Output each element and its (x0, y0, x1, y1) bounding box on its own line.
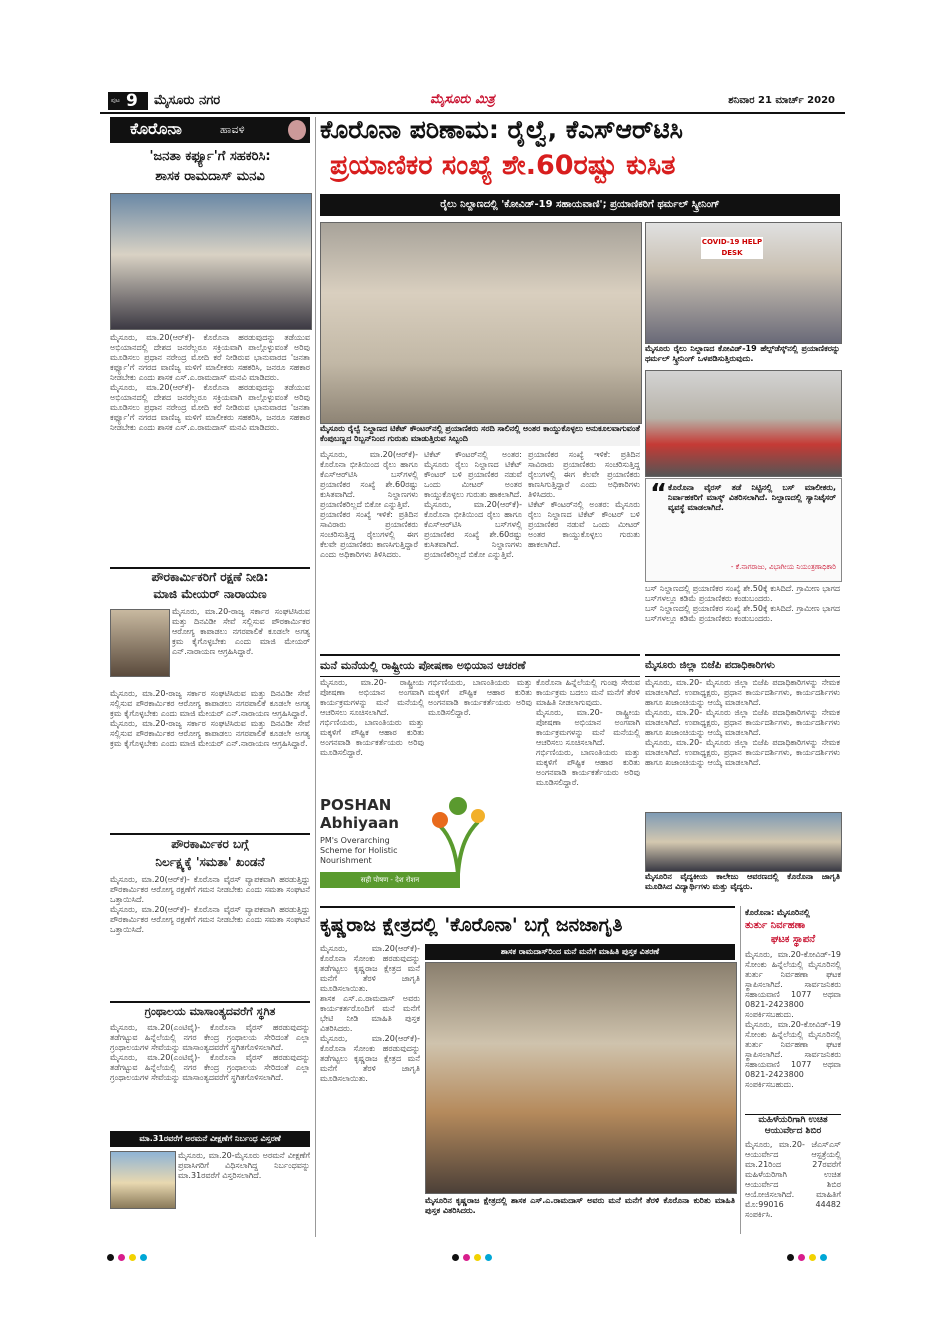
page-number-box (108, 92, 148, 110)
poshan-logo-tag1: PM's Overarching (320, 836, 390, 845)
poshan-logo-tag2: Scheme for Holistic (320, 846, 398, 855)
story2-body-cont: ಮೈಸೂರು, ಮಾ.20-ರಾಜ್ಯ ಸರ್ಕಾರ ಸಂಘಟಿಸಿರುವ ಮತ್ತು ದಿನವಿಡೀ ಸೇವೆ ಸಲ್ಲಿಸುವ ಪೌರಕಾರ್ಮಿಕರ ಆರೋಗ್ಯ ಕಾಪಾಡಲು ನಗರಪಾಲಿಕೆ ಕೂಡಲೇ ಅಗತ್ಯ ಕ್ರಮ ಕೈಗೊಳ್ಳಬೇಕು ಎಂದು ಮಾಜಿ ಮೇಯರ್ ಎನ್.ನಾರಾಯಣ ಆಗ್ರಹಿಸಿದ್ದಾರೆ. ಮೈಸೂರು, ಮಾ.20-ರಾಜ್ಯ ಸರ್ಕಾರ ಸಂಘಟಿಸಿರುವ ಮತ್ತು ದಿನವಿಡೀ ಸೇವೆ ಸಲ್ಲಿಸುವ ಪೌರಕಾರ್ಮಿಕರ ಆರೋಗ್ಯ ಕಾಪಾಡಲು ನಗರಪಾಲಿಕೆ ಕೂಡಲೇ ಅಗತ್ಯ ಕ್ರಮ ಕೈಗೊಳ್ಳಬೇಕು ಎಂದು ಮಾಜಿ ಮೇಯರ್ ಎನ್.ನಾರಾಯಣ ಆಗ್ರಹಿಸಿದ್ದಾರೆ. (110, 689, 310, 748)
print-registration-dots (105, 1246, 845, 1256)
bjp-headline: ಮೈಸೂರು ಜಿಲ್ಲಾ ಬಿಜೆಪಿ ಪದಾಧಿಕಾರಿಗಳು (645, 654, 840, 677)
ayurveda-headline-2: ಆಯುರ್ವೇದ ಶಿಬಿರ (764, 1126, 822, 1136)
lead-headline-1: ಕೊರೊನಾ ಪರಿಣಾಮ: ರೈಲ್ವೆ, ಕೆಎಸ್‌ಆರ್‌ಟಿಸಿ (320, 115, 683, 144)
poshan-logo-title: POSHAN (320, 796, 392, 814)
paper-name: ಮೈಸೂರು ಮಿತ್ರ (430, 92, 495, 107)
story2-headline-line2: ಮಾಜಿ ಮೇಯರ್ ನಾರಾಯಣ (153, 587, 267, 601)
story4-headline: ಗ್ರಂಥಾಲಯ ಮಾಸಾಂತ್ಯದವರೆಗೆ ಸ್ಥಗಿತ (110, 1001, 310, 1021)
story3-headline-line2: ನಿರ್ಲಕ್ಷ್ಯಕ್ಕೆ 'ಸಮತಾ' ಖಂಡನೆ (155, 855, 265, 869)
bjp-body: ಮೈಸೂರು, ಮಾ.20- ಮೈಸೂರು ಜಿಲ್ಲಾ ಬಿಜೆಪಿ ಪದಾಧಿಕಾರಿಗಳನ್ನು ನೇಮಕ ಮಾಡಲಾಗಿದೆ. ಉಪಾಧ್ಯಕ್ಷರು, ಪ್ರಧಾನ ಕಾರ್ಯದರ್ಶಿಗಳು, ಕಾರ್ಯದರ್ಶಿಗಳು ಹಾಗೂ ಖಜಾಂಚಿಯನ್ನು ಆಯ್ಕೆ ಮಾಡಲಾಗಿದೆ. ಮೈಸೂರು, ಮಾ.20- ಮೈಸೂರು ಜಿಲ್ಲಾ ಬಿಜೆಪಿ ಪದಾಧಿಕಾರಿಗಳನ್ನು ನೇಮಕ ಮಾಡಲಾಗಿದೆ. ಉಪಾಧ್ಯಕ್ಷರು, ಪ್ರಧಾನ ಕಾರ್ಯದರ್ಶಿಗಳು, ಕಾರ್ಯದರ್ಶಿಗಳು ಹಾಗೂ ಖಜಾಂಚಿಯನ್ನು ಆಯ್ಕೆ ಮಾಡಲಾಗಿದೆ. ಮೈಸೂರು, ಮಾ.20- ಮೈಸೂರು ಜಿಲ್ಲಾ ಬಿಜೆಪಿ ಪದಾಧಿಕಾರಿಗಳನ್ನು ನೇಮಕ ಮಾಡಲಾಗಿದೆ. ಉಪಾಧ್ಯಕ್ಷರು, ಪ್ರಧಾನ ಕಾರ್ಯದರ್ಶಿಗಳು, ಕಾರ್ಯದರ್ಶಿಗಳು ಹಾಗೂ ಖಜಾಂಚಿಯನ್ನು ಆಯ್ಕೆ ಮಾಡಲಾಗಿದೆ. (645, 678, 840, 767)
virus-icon (288, 120, 306, 140)
story2-body: ಮೈಸೂರು, ಮಾ.20-ರಾಜ್ಯ ಸರ್ಕಾರ ಸಂಘಟಿಸಿರುವ ಮತ್ತು ದಿನವಿಡೀ ಸೇವೆ ಸಲ್ಲಿಸುವ ಪೌರಕಾರ್ಮಿಕರ ಆರೋಗ್ಯ ಕಾಪಾಡಲು ನಗರಪಾಲಿಕೆ ಕೂಡಲೇ ಅಗತ್ಯ ಕ್ರಮ ಕೈಗೊಳ್ಳಬೇಕು ಎಂದು ಮಾಜಿ ಮೇಯರ್ ಎನ್.ನಾರಾಯಣ ಆಗ್ರಹಿಸಿದ್ದಾರೆ. (172, 607, 310, 656)
ayurveda-headline-1: ಮಹಿಳೆಯರಿಗಾಗಿ ಉಚಿತ (745, 1114, 841, 1125)
issue-date: ಶನಿವಾರ 21 ಮಾರ್ಚ್ 2020 (728, 95, 835, 106)
emergency-body: ಮೈಸೂರು, ಮಾ.20-ಕೋವಿಡ್-19 ಸೋಂಕು ಹಿನ್ನೆಲೆಯಲ್ಲಿ ಮೈಸೂರಿನಲ್ಲಿ ತುರ್ತು ನಿರ್ವಹಣಾ ಘಟಕ ಸ್ಥಾಪಿಸಲಾಗಿದೆ. ಸಾರ್ವಜನಿಕರು ಸಹಾಯವಾಣಿ 1077 ಅಥವಾ 0821-2423800 ಸಂಪರ್ಕಿಸಬಹುದು. ಮೈಸೂರು, ಮಾ.20-ಕೋವಿಡ್-19 ಸೋಂಕು ಹಿನ್ನೆಲೆಯಲ್ಲಿ ಮೈಸೂರಿನಲ್ಲಿ ತುರ್ತು ನಿರ್ವಹಣಾ ಘಟಕ ಸ್ಥಾಪಿಸಲಾಗಿದೆ. ಸಾರ್ವಜನಿಕರು ಸಹಾಯವಾಣಿ 1077 ಅಥವಾ 0821-2423800 ಸಂಪರ್ಕಿಸಬಹುದು. (745, 950, 841, 1089)
lead-subhead: ರೈಲು ನಿಲ್ದಾಣದಲ್ಲಿ 'ಕೋವಿಡ್-19 ಸಹಾಯವಾಣಿ'; ಪ್ರಯಾಣಿಕರಿಗೆ ಥರ್ಮಲ್ ಸ್ಕ್ರೀನಿಂಗ್ (320, 194, 840, 216)
section-title: ಮೈಸೂರು ನಗರ (154, 93, 221, 108)
poshan-logo-hindi: सही पोषण - देश रोशन (320, 872, 460, 888)
story1-headline-line2: ಶಾಸಕ ರಾಮದಾಸ್ ಮನವಿ (155, 169, 265, 184)
reg-dots-left (105, 1246, 149, 1265)
kr-photo (425, 962, 737, 1194)
story5-headline: ಮಾ.31ರವರೆಗೆ ಅರಮನೆ ವೀಕ್ಷಣೆಗೆ ನಿರ್ಬಂಧ ವಿಸ್ತರಣೆ (110, 1131, 310, 1147)
masthead (100, 90, 845, 114)
badge-title: ಕೊರೊನಾ (130, 119, 182, 138)
kr-photo-caption: ಮೈಸೂರಿನ ಕೃಷ್ಣರಾಜ ಕ್ಷೇತ್ರದಲ್ಲಿ ಶಾಸಕ ಎಸ್.ಎ.ರಾಮದಾಸ್ ಅವರು ಮನೆ ಮನೆಗೆ ತೆರಳಿ ಕೊರೊನಾ ಕುರಿತು ಮಾಹಿತಿ ಪುಸ್ತಕ ವಿತರಿಸಿದರು. (425, 1196, 735, 1215)
emergency-tag: ಕೊರೊನಾ: ಮೈಸೂರಿನಲ್ಲಿ (745, 908, 810, 917)
kr-headline: ಕೃಷ್ಣರಾಜ ಕ್ಷೇತ್ರದಲ್ಲಿ 'ಕೊರೊನಾ' ಬಗ್ಗೆ ಜನಜಾಗೃತಿ (320, 906, 735, 942)
story1-photo (110, 193, 312, 330)
bjp-photo-caption: ಮೈಸೂರಿನ ವೈದ್ಯಕೀಯ ಕಾಲೇಜು ಆವರಣದಲ್ಲಿ ಕೊರೊನಾ ಜಾಗೃತಿ ಮೂಡಿಸಿದ ವಿದ್ಯಾರ್ಥಿಗಳು ಮತ್ತು ವೈದ್ಯರು. (645, 872, 840, 891)
story1-headline-line1: 'ಜನತಾ ಕರ್ಫ್ಯೂ'ಗೆ ಸಹಕರಿಸಿ: (149, 149, 271, 164)
poshan-tree-icon (428, 796, 488, 874)
lead-photo-helpdesk (645, 222, 842, 344)
reg-dots-right (785, 1246, 829, 1265)
reg-dots-center (450, 1246, 494, 1265)
poshan-body-col3: ಕೊರೊನಾ ಹಿನ್ನೆಲೆಯಲ್ಲಿ ಗುಂಪು ಸೇರುವ ಕಾರ್ಯಕ್ರಮ ಬದಲು ಮನೆ ಮನೆಗೆ ತೆರಳಿ ಮಾಹಿತಿ ನೀಡಲಾಗುವುದು. ಮೈಸೂರು, ಮಾ.20- ರಾಷ್ಟ್ರೀಯ ಪೋಷಣಾ ಅಭಿಯಾನ ಅಂಗವಾಗಿ ಕಾರ್ಯಕ್ರಮಗಳನ್ನು ಮನೆ ಮನೆಯಲ್ಲಿ ಆಚರಿಸಲು ಸೂಚಿಸಲಾಗಿದೆ. ಗರ್ಭಿಣಿಯರು, ಬಾಣಂತಿಯರು ಮತ್ತು ಮಕ್ಕಳಿಗೆ ಪೌಷ್ಟಿಕ ಆಹಾರ ಕುರಿತು ಅಂಗನವಾಡಿ ಕಾರ್ಯಕರ್ತೆಯರು ಅರಿವು ಮೂಡಿಸಲಿದ್ದಾರೆ. (536, 678, 640, 787)
lead-quote-credit: - ಕೆ.ನಾಗರಾಜು, ವಿಭಾಗೀಯ ನಿಯಂತ್ರಣಾಧಿಕಾರಿ (730, 563, 836, 571)
poshan-logo (320, 796, 500, 900)
badge-subtitle: ಹಾವಳಿ (220, 123, 245, 136)
poshan-logo-subtitle: Abhiyaan (320, 814, 399, 832)
poshan-logo-tag3: Nourishment (320, 856, 372, 865)
lead-body-col4: ಬಸ್ ನಿಲ್ದಾಣದಲ್ಲಿ ಪ್ರಯಾಣಿಕರ ಸಂಖ್ಯೆ ಶೇ.50ಕ್ಕೆ ಕುಸಿದಿದೆ. ಗ್ರಾಮೀಣ ಭಾಗದ ಬಸ್‌ಗಳಲ್ಲೂ ಕಡಿಮೆ ಪ್ರಯಾಣಿಕರು ಕಂಡುಬಂದರು. ಬಸ್ ನಿಲ್ದಾಣದಲ್ಲಿ ಪ್ರಯಾಣಿಕರ ಸಂಖ್ಯೆ ಶೇ.50ಕ್ಕೆ ಕುಸಿದಿದೆ. ಗ್ರಾಮೀಣ ಭಾಗದ ಬಸ್‌ಗಳಲ್ಲೂ ಕಡಿಮೆ ಪ್ರಯಾಣಿಕರು ಕಂಡುಬಂದರು. (645, 584, 840, 623)
korona-badge (110, 117, 310, 143)
page-label: ಪುಟ (111, 97, 120, 104)
page-number: 9 (126, 91, 138, 111)
emergency-unit-box (740, 906, 841, 1234)
lead-headline-2: ಪ್ರಯಾಣಿಕರ ಸಂಖ್ಯೆ ಶೇ.60ರಷ್ಟು ಕುಸಿತ (330, 150, 676, 181)
emergency-headline-2: ಘಟಕ ಸ್ಥಾಪನೆ (770, 934, 816, 945)
lead-quote-box (645, 478, 842, 582)
emergency-headline-1: ತುರ್ತು ನಿರ್ವಹಣಾ (745, 920, 806, 931)
column-divider-left (315, 117, 316, 1237)
left-column (110, 117, 310, 1237)
lead-photo-ticket-counter (320, 222, 642, 424)
ayurveda-body: ಮೈಸೂರು, ಮಾ.20- ಜೆಎಸ್‌ಎಸ್ ಆಯುರ್ವೇದ ಆಸ್ಪತ್ರೆಯಲ್ಲಿ ಮಾ.21ರಿಂದ 27ರವರೆಗೆ ಮಹಿಳೆಯರಿಗಾಗಿ ಉಚಿತ ಆಯುರ್ವೇದ ಶಿಬಿರ ಆಯೋಜಿಸಲಾಗಿದೆ. ಮಾಹಿತಿಗೆ ಮೊ:99016 44482 ಸಂಪರ್ಕಿಸಿ. (745, 1140, 841, 1219)
lead-photo-bus-stand (645, 370, 842, 477)
kr-photo-label: ಶಾಸಕ ರಾಮದಾಸ್‌ರಿಂದ ಮನೆ ಮನೆಗೆ ಮಾಹಿತಿ ಪುಸ್ತಕ ವಿತರಣೆ (425, 944, 735, 960)
palace-photo (110, 1151, 176, 1209)
lead-photo1-caption: ಮೈಸೂರು ರೈಲ್ವೆ ನಿಲ್ದಾಣದ ಟಿಕೆಟ್ ಕೌಂಟರ್‌ನಲ್ಲಿ ಪ್ರಯಾಣಿಕರು ಸರದಿ ಸಾಲಿನಲ್ಲಿ ಅಂತರ ಕಾಯ್ದುಕೊಳ್ಳಲು ಅನುಕೂಲವಾಗುವಂತೆ ಕೆಂಪುಬಣ್ಣದ ರಿಬ್ಬನ್‌ನಿಂದ ಗುರುತು ಮಾಡುತ್ತಿರುವ ಸಿಬ್ಬಂದಿ (320, 424, 640, 446)
story2-headline (110, 567, 310, 605)
helpdesk-sign: COVID-19 HELP DESK (701, 238, 763, 257)
story5-body: ಮೈಸೂರು, ಮಾ.20-ಮೈಸೂರು ಅರಮನೆ ವೀಕ್ಷಣೆಗೆ ಪ್ರವಾಸಿಗರಿಗೆ ವಿಧಿಸಲಾಗಿದ್ದ ನಿರ್ಬಂಧವನ್ನು ಮಾ.31ರವರೆಗೆ ವಿಸ್ತರಿಸಲಾಗಿದೆ. (178, 1151, 310, 1180)
lead-quote-text: ಕೊರೊನಾ ವೈರಸ್ ತಡೆ ನಿಟ್ಟಿನಲ್ಲಿ ಬಸ್ ಮಾಲೀಕರು, ನಿರ್ವಾಹಕರಿಗೆ ಮಾಸ್ಕ್ ವಿತರಿಸಲಾಗಿದೆ. ನಿಲ್ದಾಣದಲ್ಲಿ ಸ್ಯಾನಿಟೈಸರ್ ವ್ಯವಸ್ಥೆ ಮಾಡಲಾಗಿದೆ. (668, 483, 836, 512)
lead-body-col3: ಪ್ರಯಾಣಿಕರ ಸಂಖ್ಯೆ ಇಳಿಕೆ: ಪ್ರತಿದಿನ ಸಾವಿರಾರು ಪ್ರಯಾಣಿಕರು ಸಂಚರಿಸುತ್ತಿದ್ದ ರೈಲುಗಳಲ್ಲಿ ಈಗ ಕೆಲವೇ ಪ್ರಯಾಣಿಕರು ಕಾಣಸಿಗುತ್ತಿದ್ದಾರೆ ಎಂದು ಅಧಿಕಾರಿಗಳು ತಿಳಿಸಿದರು. ಟಿಕೆಟ್ ಕೌಂಟರ್‌ನಲ್ಲಿ ಅಂತರ: ಮೈಸೂರು ರೈಲು ನಿಲ್ದಾಣದ ಟಿಕೆಟ್ ಕೌಂಟರ್ ಬಳಿ ಪ್ರಯಾಣಿಕರ ನಡುವೆ ಒಂದು ಮೀಟರ್ ಅಂತರ ಕಾಯ್ದುಕೊಳ್ಳಲು ಗುರುತು ಹಾಕಲಾಗಿದೆ. (528, 450, 640, 549)
story1-body: ಮೈಸೂರು, ಮಾ.20(ಆರ್‌ಕೆ)- ಕೊರೊನಾ ಹರಡುವುದನ್ನು ತಡೆಯುವ ಅಭಿಯಾನದಲ್ಲಿ ದೇಶದ ಜನರೆಲ್ಲರೂ ಸಕ್ರಿಯವಾಗಿ ಪಾಲ್ಗೊಳ್ಳುವಂತೆ ಅರಿವು ಮೂಡಿಸಲು ಪ್ರಧಾನ ನರೇಂದ್ರ ಮೋದಿ ಕರೆ ನೀಡಿರುವ ಭಾನುವಾರದ 'ಜನತಾ ಕರ್ಫ್ಯೂ'ಗೆ ನಗರದ ವಾಣಿಜ್ಯ ಮಳಿಗೆ ಮಾಲೀಕರು ಸಹಕರಿಸಿ, ಜನರೂ ಸಹಕಾರ ನೀಡಬೇಕು ಎಂದು ಶಾಸಕ ಎಸ್.ಎ.ರಾಮದಾಸ್ ಮನವಿ ಮಾಡಿದರು. ಮೈಸೂರು, ಮಾ.20(ಆರ್‌ಕೆ)- ಕೊರೊನಾ ಹರಡುವುದನ್ನು ತಡೆಯುವ ಅಭಿಯಾನದಲ್ಲಿ ದೇಶದ ಜನರೆಲ್ಲರೂ ಸಕ್ರಿಯವಾಗಿ ಪಾಲ್ಗೊಳ್ಳುವಂತೆ ಅರಿವು ಮೂಡಿಸಲು ಪ್ರಧಾನ ನರೇಂದ್ರ ಮೋದಿ ಕರೆ ನೀಡಿರುವ ಭಾನುವಾರದ 'ಜನತಾ ಕರ್ಫ್ಯೂ'ಗೆ ನಗರದ ವಾಣಿಜ್ಯ ಮಳಿಗೆ ಮಾಲೀಕರು ಸಹಕರಿಸಿ, ಜನರೂ ಸಹಕಾರ ನೀಡಬೇಕು ಎಂದು ಶಾಸಕ ಎಸ್.ಎ.ರಾಮದಾಸ್ ಮನವಿ ಮಾಡಿದರು. (110, 333, 310, 432)
bjp-photo (645, 812, 842, 872)
story2-portrait (110, 609, 170, 677)
story3-body: ಮೈಸೂರು, ಮಾ.20(ಆರ್‌ಕೆ)- ಕೊರೊನಾ ವೈರಸ್ ವ್ಯಾಪಕವಾಗಿ ಹರಡುತ್ತಿದ್ದು ಪೌರಕಾರ್ಮಿಕರ ಆರೋಗ್ಯ ರಕ್ಷಣೆಗೆ ಗಮನ ನೀಡಬೇಕು ಎಂದು ಸಮತಾ ಸಂಘಟನೆ ಒತ್ತಾಯಿಸಿದೆ. ಮೈಸೂರು, ಮಾ.20(ಆರ್‌ಕೆ)- ಕೊರೊನಾ ವೈರಸ್ ವ್ಯಾಪಕವಾಗಿ ಹರಡುತ್ತಿದ್ದು ಪೌರಕಾರ್ಮಿಕರ ಆರೋಗ್ಯ ರಕ್ಷಣೆಗೆ ಗಮನ ನೀಡಬೇಕು ಎಂದು ಸಮತಾ ಸಂಘಟನೆ ಒತ್ತಾಯಿಸಿದೆ. (110, 875, 310, 934)
story4-body: ಮೈಸೂರು, ಮಾ.20(ಎಂಟಿವೈ)- ಕೊರೊನಾ ವೈರಸ್ ಹರಡುವುದನ್ನು ತಡೆಗಟ್ಟುವ ಹಿನ್ನೆಲೆಯಲ್ಲಿ ನಗರ ಕೇಂದ್ರ ಗ್ರಂಥಾಲಯ ಸೇರಿದಂತೆ ಎಲ್ಲಾ ಗ್ರಂಥಾಲಯಗಳ ಸೇವೆಯನ್ನು ಮಾಸಾಂತ್ಯದವರೆಗೆ ಸ್ಥಗಿತಗೊಳಿಸಲಾಗಿದೆ. ಮೈಸೂರು, ಮಾ.20(ಎಂಟಿವೈ)- ಕೊರೊನಾ ವೈರಸ್ ಹರಡುವುದನ್ನು ತಡೆಗಟ್ಟುವ ಹಿನ್ನೆಲೆಯಲ್ಲಿ ನಗರ ಕೇಂದ್ರ ಗ್ರಂಥಾಲಯ ಸೇರಿದಂತೆ ಎಲ್ಲಾ ಗ್ರಂಥಾಲಯಗಳ ಸೇವೆಯನ್ನು ಮಾಸಾಂತ್ಯದವರೆಗೆ ಸ್ಥಗಿತಗೊಳಿಸಲಾಗಿದೆ. (110, 1023, 310, 1082)
quote-mark-icon: “ (650, 479, 668, 509)
story3-headline-line1: ಪೌರಕಾರ್ಮಿಕರ ಬಗ್ಗೆ (171, 837, 249, 851)
kr-body-col1: ಮೈಸೂರು, ಮಾ.20(ಆರ್‌ಕೆ)- ಕೊರೊನಾ ಸೋಂಕು ಹರಡುವುದನ್ನು ತಡೆಗಟ್ಟಲು ಕೃಷ್ಣರಾಜ ಕ್ಷೇತ್ರದ ಮನೆ ಮನೆಗೆ ತೆರಳಿ ಜಾಗೃತಿ ಮೂಡಿಸಲಾಯಿತು. ಶಾಸಕ ಎಸ್.ಎ.ರಾಮದಾಸ್ ಅವರು ಕಾರ್ಯಕರ್ತರೊಂದಿಗೆ ಮನೆ ಮನೆಗೆ ಭೇಟಿ ನೀಡಿ ಮಾಹಿತಿ ಪುಸ್ತಕ ವಿತರಿಸಿದರು. ಮೈಸೂರು, ಮಾ.20(ಆರ್‌ಕೆ)- ಕೊರೊನಾ ಸೋಂಕು ಹರಡುವುದನ್ನು ತಡೆಗಟ್ಟಲು ಕೃಷ್ಣರಾಜ ಕ್ಷೇತ್ರದ ಮನೆ ಮನೆಗೆ ತೆರಳಿ ಜಾಗೃತಿ ಮೂಡಿಸಲಾಯಿತು. (320, 944, 420, 1083)
story3-headline (110, 833, 310, 873)
poshan-body-col2: ಗರ್ಭಿಣಿಯರು, ಬಾಣಂತಿಯರು ಮತ್ತು ಮಕ್ಕಳಿಗೆ ಪೌಷ್ಟಿಕ ಆಹಾರ ಕುರಿತು ಅಂಗನವಾಡಿ ಕಾರ್ಯಕರ್ತೆಯರು ಅರಿವು ಮೂಡಿಸಲಿದ್ದಾರೆ. (428, 678, 532, 717)
poshan-headline: ಮನೆ ಮನೆಯಲ್ಲಿ ರಾಷ್ಟ್ರೀಯ ಪೋಷಣಾ ಅಭಿಯಾನ ಆಚರಣೆ (320, 654, 640, 677)
poshan-body-col1: ಮೈಸೂರು, ಮಾ.20- ರಾಷ್ಟ್ರೀಯ ಪೋಷಣಾ ಅಭಿಯಾನ ಅಂಗವಾಗಿ ಕಾರ್ಯಕ್ರಮಗಳನ್ನು ಮನೆ ಮನೆಯಲ್ಲಿ ಆಚರಿಸಲು ಸೂಚಿಸಲಾಗಿದೆ. ಗರ್ಭಿಣಿಯರು, ಬಾಣಂತಿಯರು ಮತ್ತು ಮಕ್ಕಳಿಗೆ ಪೌಷ್ಟಿಕ ಆಹಾರ ಕುರಿತು ಅಂಗನವಾಡಿ ಕಾರ್ಯಕರ್ತೆಯರು ಅರಿವು ಮೂಡಿಸಲಿದ್ದಾರೆ. (320, 678, 424, 757)
story1-headline (110, 147, 310, 189)
lead-body-col2: ಟಿಕೆಟ್ ಕೌಂಟರ್‌ನಲ್ಲಿ ಅಂತರ: ಮೈಸೂರು ರೈಲು ನಿಲ್ದಾಣದ ಟಿಕೆಟ್ ಕೌಂಟರ್ ಬಳಿ ಪ್ರಯಾಣಿಕರ ನಡುವೆ ಒಂದು ಮೀಟರ್ ಅಂತರ ಕಾಯ್ದುಕೊಳ್ಳಲು ಗುರುತು ಹಾಕಲಾಗಿದೆ. ಮೈಸೂರು, ಮಾ.20(ಆರ್‌ಕೆ)- ಕೊರೊನಾ ಭೀತಿಯಿಂದ ರೈಲು ಹಾಗೂ ಕೆಎಸ್‌ಆರ್‌ಟಿಸಿ ಬಸ್‌ಗಳಲ್ಲಿ ಪ್ರಯಾಣಿಕರ ಸಂಖ್ಯೆ ಶೇ.60ರಷ್ಟು ಕುಸಿತವಾಗಿದೆ. ನಿಲ್ದಾಣಗಳು ಪ್ರಯಾಣಿಕರಿಲ್ಲದೆ ಬಿಕೋ ಎನ್ನುತ್ತಿವೆ. (424, 450, 522, 559)
lead-photo2-caption: ಮೈಸೂರು ರೈಲು ನಿಲ್ದಾಣದ ಕೋವಿಡ್-19 ಹೆಲ್ಪ್‌ಡೆಸ್ಕ್‌ನಲ್ಲಿ ಪ್ರಯಾಣಿಕರನ್ನು ಥರ್ಮಲ್ ಸ್ಕ್ರೀನಿಂಗ್ ಒಳಪಡಿಸುತ್ತಿರುವುದು. (645, 344, 840, 363)
lead-body-col1: ಮೈಸೂರು, ಮಾ.20(ಆರ್‌ಕೆ)- ಕೊರೊನಾ ಭೀತಿಯಿಂದ ರೈಲು ಹಾಗೂ ಕೆಎಸ್‌ಆರ್‌ಟಿಸಿ ಬಸ್‌ಗಳಲ್ಲಿ ಪ್ರಯಾಣಿಕರ ಸಂಖ್ಯೆ ಶೇ.60ರಷ್ಟು ಕುಸಿತವಾಗಿದೆ. ನಿಲ್ದಾಣಗಳು ಪ್ರಯಾಣಿಕರಿಲ್ಲದೆ ಬಿಕೋ ಎನ್ನುತ್ತಿವೆ. ಪ್ರಯಾಣಿಕರ ಸಂಖ್ಯೆ ಇಳಿಕೆ: ಪ್ರತಿದಿನ ಸಾವಿರಾರು ಪ್ರಯಾಣಿಕರು ಸಂಚರಿಸುತ್ತಿದ್ದ ರೈಲುಗಳಲ್ಲಿ ಈಗ ಕೆಲವೇ ಪ್ರಯಾಣಿಕರು ಕಾಣಸಿಗುತ್ತಿದ್ದಾರೆ ಎಂದು ಅಧಿಕಾರಿಗಳು ತಿಳಿಸಿದರು. (320, 450, 418, 559)
story2-headline-line1: ಪೌರಕಾರ್ಮಿಕರಿಗೆ ರಕ್ಷಣೆ ನೀಡಿ: (151, 570, 269, 584)
